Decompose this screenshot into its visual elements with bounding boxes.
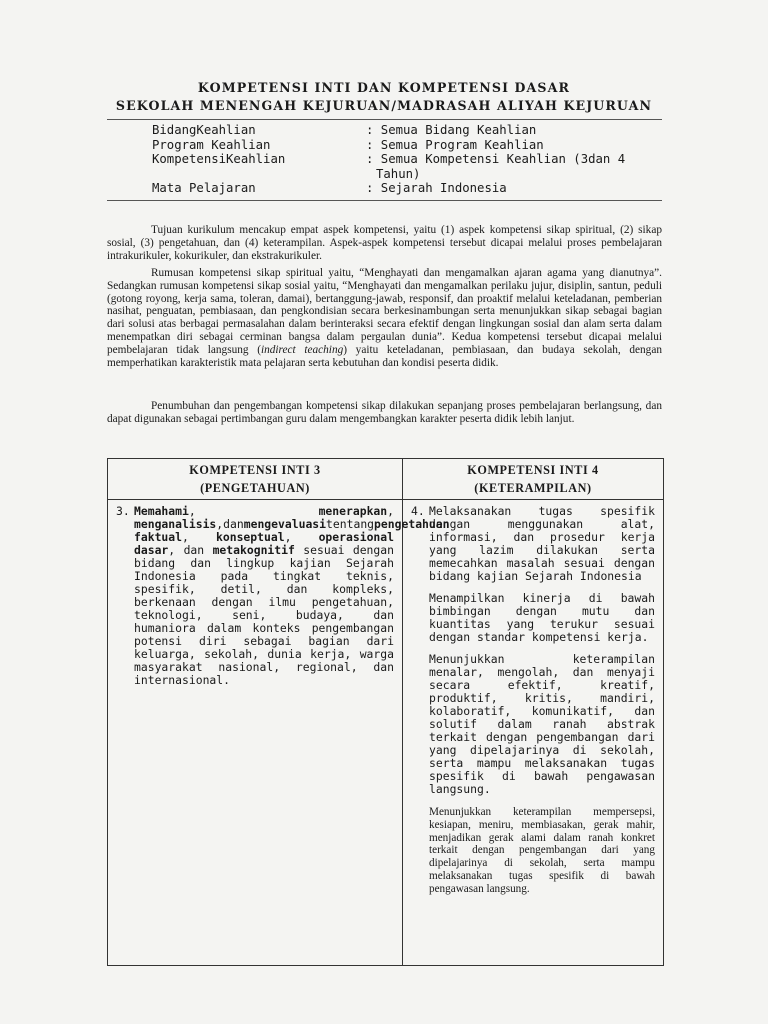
meta-value: : Semua Program Keahlian — [366, 137, 544, 152]
ki4-paragraph: Menampilkan kinerja di bawah bimbingan dengan mutu dan kuantitas yang terukur sesuai dengan standar kompetensi kerja. — [429, 591, 655, 644]
kompetensi-table — [107, 458, 664, 966]
keyword: konseptual — [216, 530, 285, 544]
document-title: KOMPETENSI INTI DAN KOMPETENSI DASAR — [197, 80, 571, 95]
ki4-header — [403, 459, 664, 500]
paragraph-text: ) yaitu keteladanan, pembiasaan, dan budaya sekolah, dengan memperhatikan karakteristik mata pelajaran serta kebutuhan dan kondisi peserta didik. — [107, 343, 662, 369]
ki3-subtitle: (PENGETAHUAN) — [200, 481, 310, 495]
keyword: mengevaluasi — [243, 517, 327, 531]
subject-info — [152, 123, 652, 196]
text-segment: , — [387, 504, 394, 518]
meta-value: : Sejarah Indonesia — [366, 181, 507, 196]
divider-top — [107, 119, 662, 120]
ki4-paragraph: Menunjukkan keterampilan mempersepsi, kesiapan, meniru, membiasakan, gerak mahir, menjadikan gerak alami dalam ranah konkret terkait dengan pengembangan dari yang dipelajarinya di sekolah, serta mampu melaksanakan tugas spesifik di bawah pengawasan langsung. — [429, 806, 655, 895]
keyword: Memahami — [134, 504, 189, 518]
text-segment: ,dan — [216, 517, 244, 531]
paragraph-penumbuhan: Penumbuhan dan pengembangan kompetensi sikap dilakukan sepanjang proses pembelajaran berlangsung, dan dapat digunakan sebagai pertimbangan guru dalam mengembangkan karakter peserta didik lebih lanjut. — [107, 400, 662, 425]
meta-row-program — [152, 138, 652, 153]
text-segment: , — [284, 530, 319, 544]
meta-label: KompetensiKeahlian — [152, 152, 286, 167]
keyword: operasional dasar — [134, 530, 394, 557]
meta-row-kompetensi — [152, 152, 652, 181]
text-segment: , dan — [168, 543, 213, 557]
ki4-paragraph: Menunjukkan keterampilan menalar, mengolah, dan menyaji secara efektif, kreatif, produktif, kritis, mandiri, kolaboratif, komunikatif, dan solutif dalam ranah abstrak terkait dengan pengembangan dari yang dipelajarinya di sekolah, serta mampu melaksanakan tugas spesifik di bawah pengawasan langsung. — [429, 652, 655, 796]
meta-label: BidangKeahlian — [152, 123, 256, 137]
text-segment: tentang — [326, 517, 375, 531]
meta-label: Program Keahlian — [152, 137, 271, 152]
meta-row-bidang — [152, 123, 652, 138]
keyword: menerapkan — [318, 504, 388, 518]
divider-bottom — [107, 200, 662, 201]
ki3-item — [108, 500, 450, 687]
text-segment: sesuai dengan bidang dan lingkup kajian Sejarah Indonesia pada tingkat teknis, spesifik, detil, dan kompleks, berkenaan dengan ilmu pengetahuan, teknologi, seni, budaya, dan humaniora dalam konteks pengembangan potensi diri sebagai bagian dari keluarga, sekolah, dunia kerja, warga masyarakat nasional, regional, dan internasional. — [134, 543, 394, 687]
item-number: 4. — [411, 504, 425, 518]
meta-value: : Semua Kompetensi Keahlian (3dan 4 Tahun) — [366, 152, 626, 181]
keyword: pengetahuan faktual — [134, 517, 450, 544]
ki3-content — [108, 500, 450, 966]
paragraph-rumusan — [107, 267, 662, 369]
keyword: metakognitif — [212, 543, 295, 557]
document-subtitle: SEKOLAH MENENGAH KEJURUAN/MADRASAH ALIYAH KEJURUAN — [115, 98, 653, 113]
ki4-paragraph: Melaksanakan tugas spesifik dengan menggunakan alat, informasi, dan prosedur kerja yang lazim dilakukan serta memecahkan masalah sesuai dengan bidang kajian Sejarah Indonesia — [429, 504, 655, 583]
meta-row-mapel — [152, 181, 652, 196]
ki4-item — [403, 500, 663, 583]
italic-term: indirect teaching — [260, 343, 344, 356]
ki3-title: KOMPETENSI INTI 3 — [189, 463, 321, 477]
ki3-header — [108, 459, 403, 500]
ki4-title: KOMPETENSI INTI 4 — [467, 463, 599, 477]
item-number: 3. — [116, 504, 130, 518]
meta-value: : Semua Bidang Keahlian — [366, 123, 537, 137]
ki4-content — [403, 500, 664, 966]
text-segment: , — [188, 504, 319, 518]
meta-label: Mata Pelajaran — [152, 181, 256, 196]
paragraph-text: Rumusan kompetensi sikap spiritual yaitu, “Menghayati dan mengamalkan ajaran agama yang dianutnya”. Sedangkan rumusan kompetensi sikap sosial yaitu, “Menghayati dan mengamalkan perilaku jujur, disiplin, santun, peduli (gotong royong, kerja sama, toleran, damai), bertanggung-jawab, responsif, dan proaktif melalui keteladanan, pemberian nasihat, penguatan, pembiasaan, dan pengkondisian secara berkesinambungan serta menunjukkan sikap sebagai bagian dari solusi atas berbagai permasalahan dalam berinteraksi secara efektif dengan lingkungan sosial dan alam serta dalam menempatkan diri sebagai cerminan bangsa dalam pergaulan dunia”. Kedua kompetensi tersebut dicapai melalui pembelajaran tidak langsung ( — [107, 267, 662, 356]
paragraph-tujuan: Tujuan kurikulum mencakup empat aspek kompetensi, yaitu (1) aspek kompetensi sikap spiritual, (2) sikap sosial, (3) pengetahuan, dan (4) keterampilan. Aspek-aspek kompetensi tersebut dicapai melalui proses pembelajaran intrakurikuler, kokurikuler, dan ekstrakurikuler. — [107, 224, 662, 262]
keyword: menganalisis — [134, 517, 217, 531]
ki4-subtitle: (KETERAMPILAN) — [474, 481, 592, 495]
text-segment: , — [182, 530, 216, 544]
